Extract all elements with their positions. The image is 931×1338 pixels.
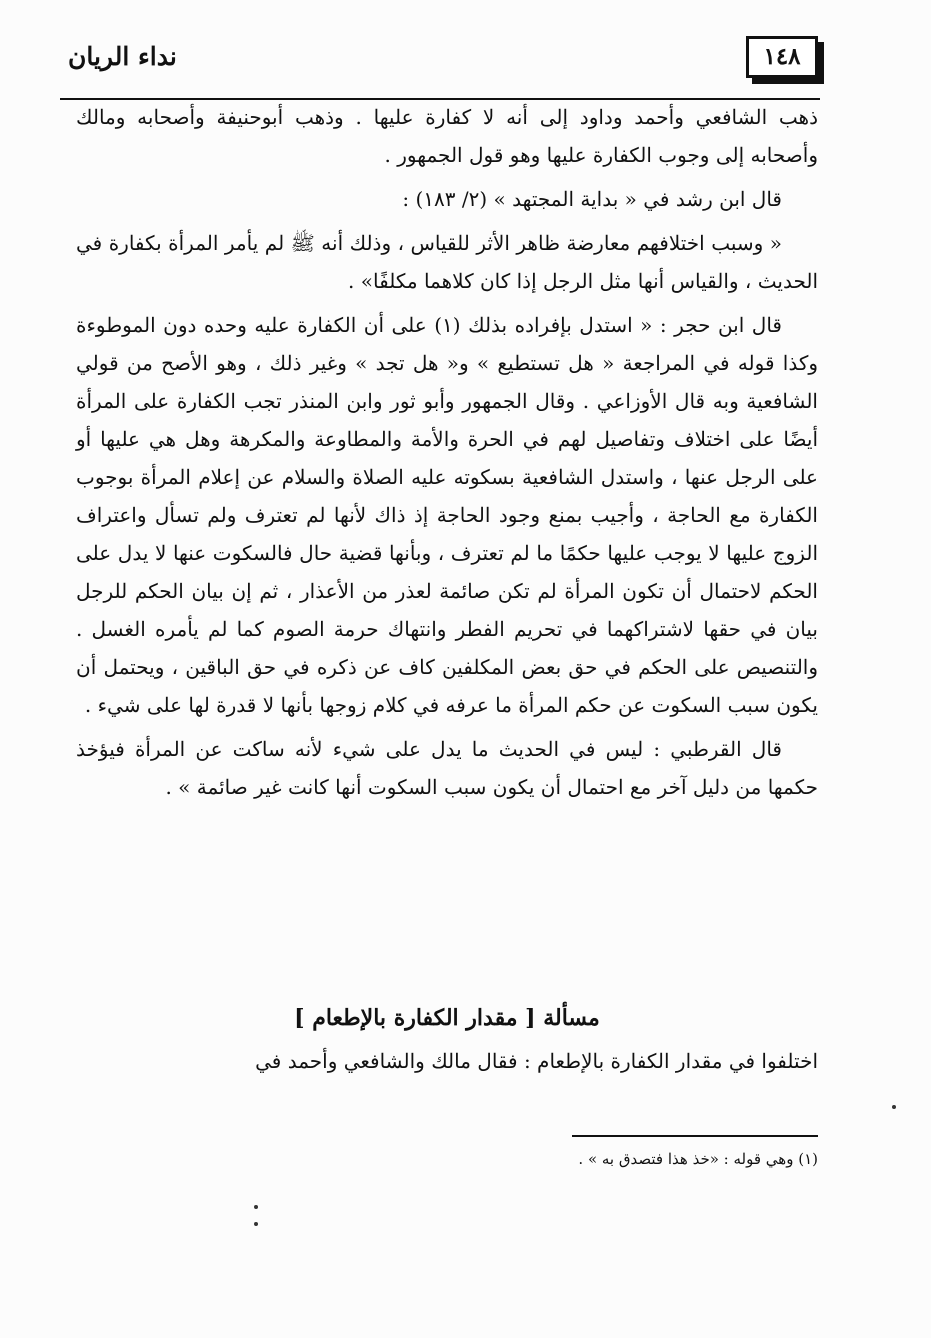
page-number-box: ١٤٨	[746, 36, 818, 78]
scan-speck	[254, 1205, 258, 1209]
page-header	[60, 32, 820, 102]
continued-paragraph: اختلفوا في مقدار الكفارة بالإطعام : فقال مالك والشافعي وأحمد في	[255, 1049, 818, 1073]
footnote: (١) وهي قوله : «خذ هذا فتصدق به » .	[578, 1150, 818, 1168]
footnote-rule	[572, 1135, 818, 1137]
main-text	[76, 98, 818, 812]
quote-paragraph: « وسبب اختلافهم معارضة ظاهر الأثر للقياس ، وذلك أنه ﷺ لم يأمر المرأة بكفارة في الحديث ، والقياس أنها مثل الرجل إذا كان كلاهما مكلفًا» .	[76, 231, 818, 293]
paragraph: قال ابن رشد في « بداية المجتهد » (٢/ ١٨٣) :	[402, 187, 782, 211]
paragraph: ذهب الشافعي وأحمد وداود إلى أنه لا كفارة عليها . وذهب أبوحنيفة وأصحابه ومالك وأصحابه إلى وجوب الكفارة عليها وهو قول الجمهور .	[76, 105, 818, 167]
book-title: نداء الريان	[68, 42, 177, 71]
paragraph: قال القرطبي : ليس في الحديث ما يدل على شيء لأنه ساكت عن المرأة فيؤخذ حكمها من دليل آخر مع احتمال أن يكون سبب السكوت أنها كانت غير صائمة » .	[76, 737, 818, 799]
scan-speck	[254, 1222, 258, 1226]
section-heading: مسألة [ مقدار الكفارة بالإطعام ]	[294, 1005, 600, 1031]
scan-speck	[892, 1105, 896, 1109]
paragraph: قال ابن حجر : « استدل بإفراده بذلك (١) على أن الكفارة عليه وحده دون الموطوءة وكذا قوله في المراجعة « هل تستطيع » و« هل تجد » وغير ذلك ، وهو الأصح من قولي الشافعية وبه قال الأوزاعي . وقال الجمهور وأبو ثور وابن المنذر تجب الكفارة على المرأة أيضًا على اختلاف وتفاصيل لهم في الحرة والأمة والمطاوعة والمكرهة وهل هي عليها أو على الرجل عنها ، واستدل الشافعية بسكوته عليه الصلاة والسلام عن إعلام المرأة بوجوب الكفارة مع الحاجة ، وأجيب بمنع وجود الحاجة إذ ذاك لأنها لم تعترف ولم تسأل واعتراف الزوج عليها لا يوجب عليها حكمًا ما لم تعترف ، وبأنها قضية حال فالسكوت عنها لا يدل على الحكم لاحتمال أن تكون المرأة لم تكن صائمة لعذر من الأعذار ، ثم إن بيان الحكم للرجل بيان في حقها لاشتراكهما في تحريم الفطر وانتهاك حرمة الصوم كما لم يأمره الغسل . والتنصيص على الحكم في حق بعض المكلفين كاف عن ذكره في حق الباقين ، ويحتمل أن يكون سبب السكوت عن حكم المرأة ما عرفه في كلام زوجها بأنها لا قدرة لها على شيء .	[76, 313, 819, 717]
